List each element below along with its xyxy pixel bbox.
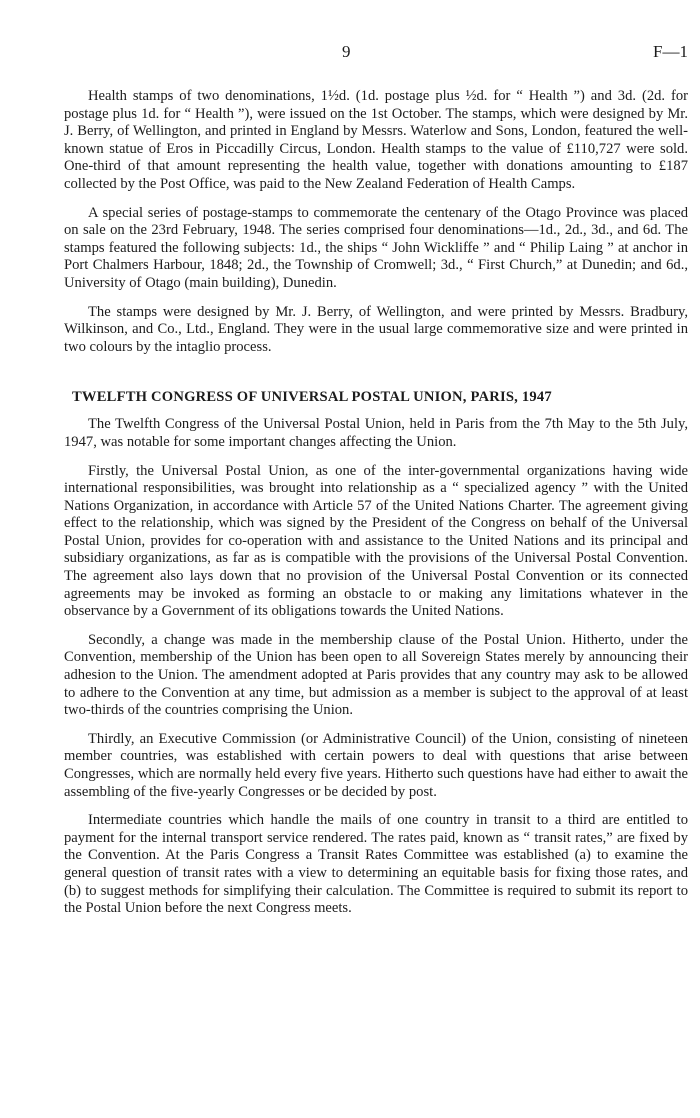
paragraph-otago-centenary: A special series of postage-stamps to commemorate the centenary of the Otago Province was placed on sale on the 23rd February, 1948. The series comprised four denominations—1d., 2d., 3d., and 6d. The stamps featured the following subjects: 1d., the ships “ John Wickliffe ” and “ Philip Laing ” at anchor in Port Chalmers Harbour, 1848; 2d., the Township of Cromwell; 3d., “ First Church,” at Dunedin; and 6d., University of Otago (main building), Dunedin. xyxy=(64,204,688,291)
page-header xyxy=(64,0,688,88)
paragraph-congress-intro: The Twelfth Congress of the Universal Postal Union, held in Paris from the 7th May to the 5th July, 1947, was notable for some important changes affecting the Union. xyxy=(64,416,688,450)
paragraph-stamp-design: The stamps were designed by Mr. J. Berry, of Wellington, and were printed by Messrs. Bradbury, Wilkinson, and Co., Ltd., England. They were in the usual large commemorative size and were printed in two colours by the intaglio process. xyxy=(64,303,688,355)
paragraph-transit-rates: Intermediate countries which handle the mails of one country in transit to a third are entitled to payment for the internal transport service rendered. The rates paid, known as “ transit rates,” are fixed by the Convention. At the Paris Congress a Transit Rates Committee was established (a) to examine the general question of transit rates with a view to determining an equitable basis for fixing those rates, and (b) to suggest methods for simplifying their calculation. The Committee is required to submit its report to the Postal Union before the next Congress meets. xyxy=(64,812,688,917)
page-number: 9 xyxy=(342,42,351,61)
paragraph-thirdly: Thirdly, an Executive Commission (or Administrative Council) of the Union, consisting of nineteen member countries, was established with certain powers to deal with questions that arise between Congresses, which are normally held every five years. Hitherto such questions have had either to await the assembling of the five-yearly Congresses or be decided by post. xyxy=(64,730,688,800)
section-heading: TWELFTH CONGRESS OF UNIVERSAL POSTAL UNION, PARIS, 1947 xyxy=(72,389,552,406)
document-reference: F—1 xyxy=(653,42,688,61)
paragraph-secondly: Secondly, a change was made in the membership clause of the Postal Union. Hitherto, under the Convention, membership of the Union has been open to all Sovereign States merely by announcing their adhesion to the Union. The amendment adopted at Paris provides that any country may ask to be allowed to adhere to the Convention at any time, but admission as a member is subject to the approval of at least two-thirds of the countries comprising the Union. xyxy=(64,631,688,719)
paragraph-health-stamps: Health stamps of two denominations, 1½d. (1d. postage plus ½d. for “ Health ”) and 3d. (2d. for postage plus 1d. for “ Health ”), were issued on the 1st October. The stamps, which were designed by Mr. J. Berry, of Wellington, and printed in England by Messrs. Waterlow and Sons, London, featured the well-known statue of Eros in Piccadilly Circus, London. Health stamps to the value of £110,727 were sold. One-third of that amount representing the health value, together with donations amounting to £187 collected by the Post Office, was paid to the New Zealand Federation of Health Camps. xyxy=(64,88,688,192)
paragraph-firstly: Firstly, the Universal Postal Union, as one of the inter-governmental organizations having wide international responsibilities, was brought into relationship as a “ specialized agency ” with the United Nations Organization, in accordance with Article 57 of the United Nations Charter. The agreement giving effect to the relationship, which was signed by the President of the Congress on behalf of the Universal Postal Union, provides for co-operation with and assistance to the United Nations and its principal and subsidiary organizations, as far as is compatible with the provisions of the Universal Postal Convention. The agreement also lays down that no provision of the Universal Postal Convention or its connected agreements may be invoked as forming an obstacle to or making any limitations whatever in the observance by a Government of its obligations towards the United Nations. xyxy=(64,462,688,620)
